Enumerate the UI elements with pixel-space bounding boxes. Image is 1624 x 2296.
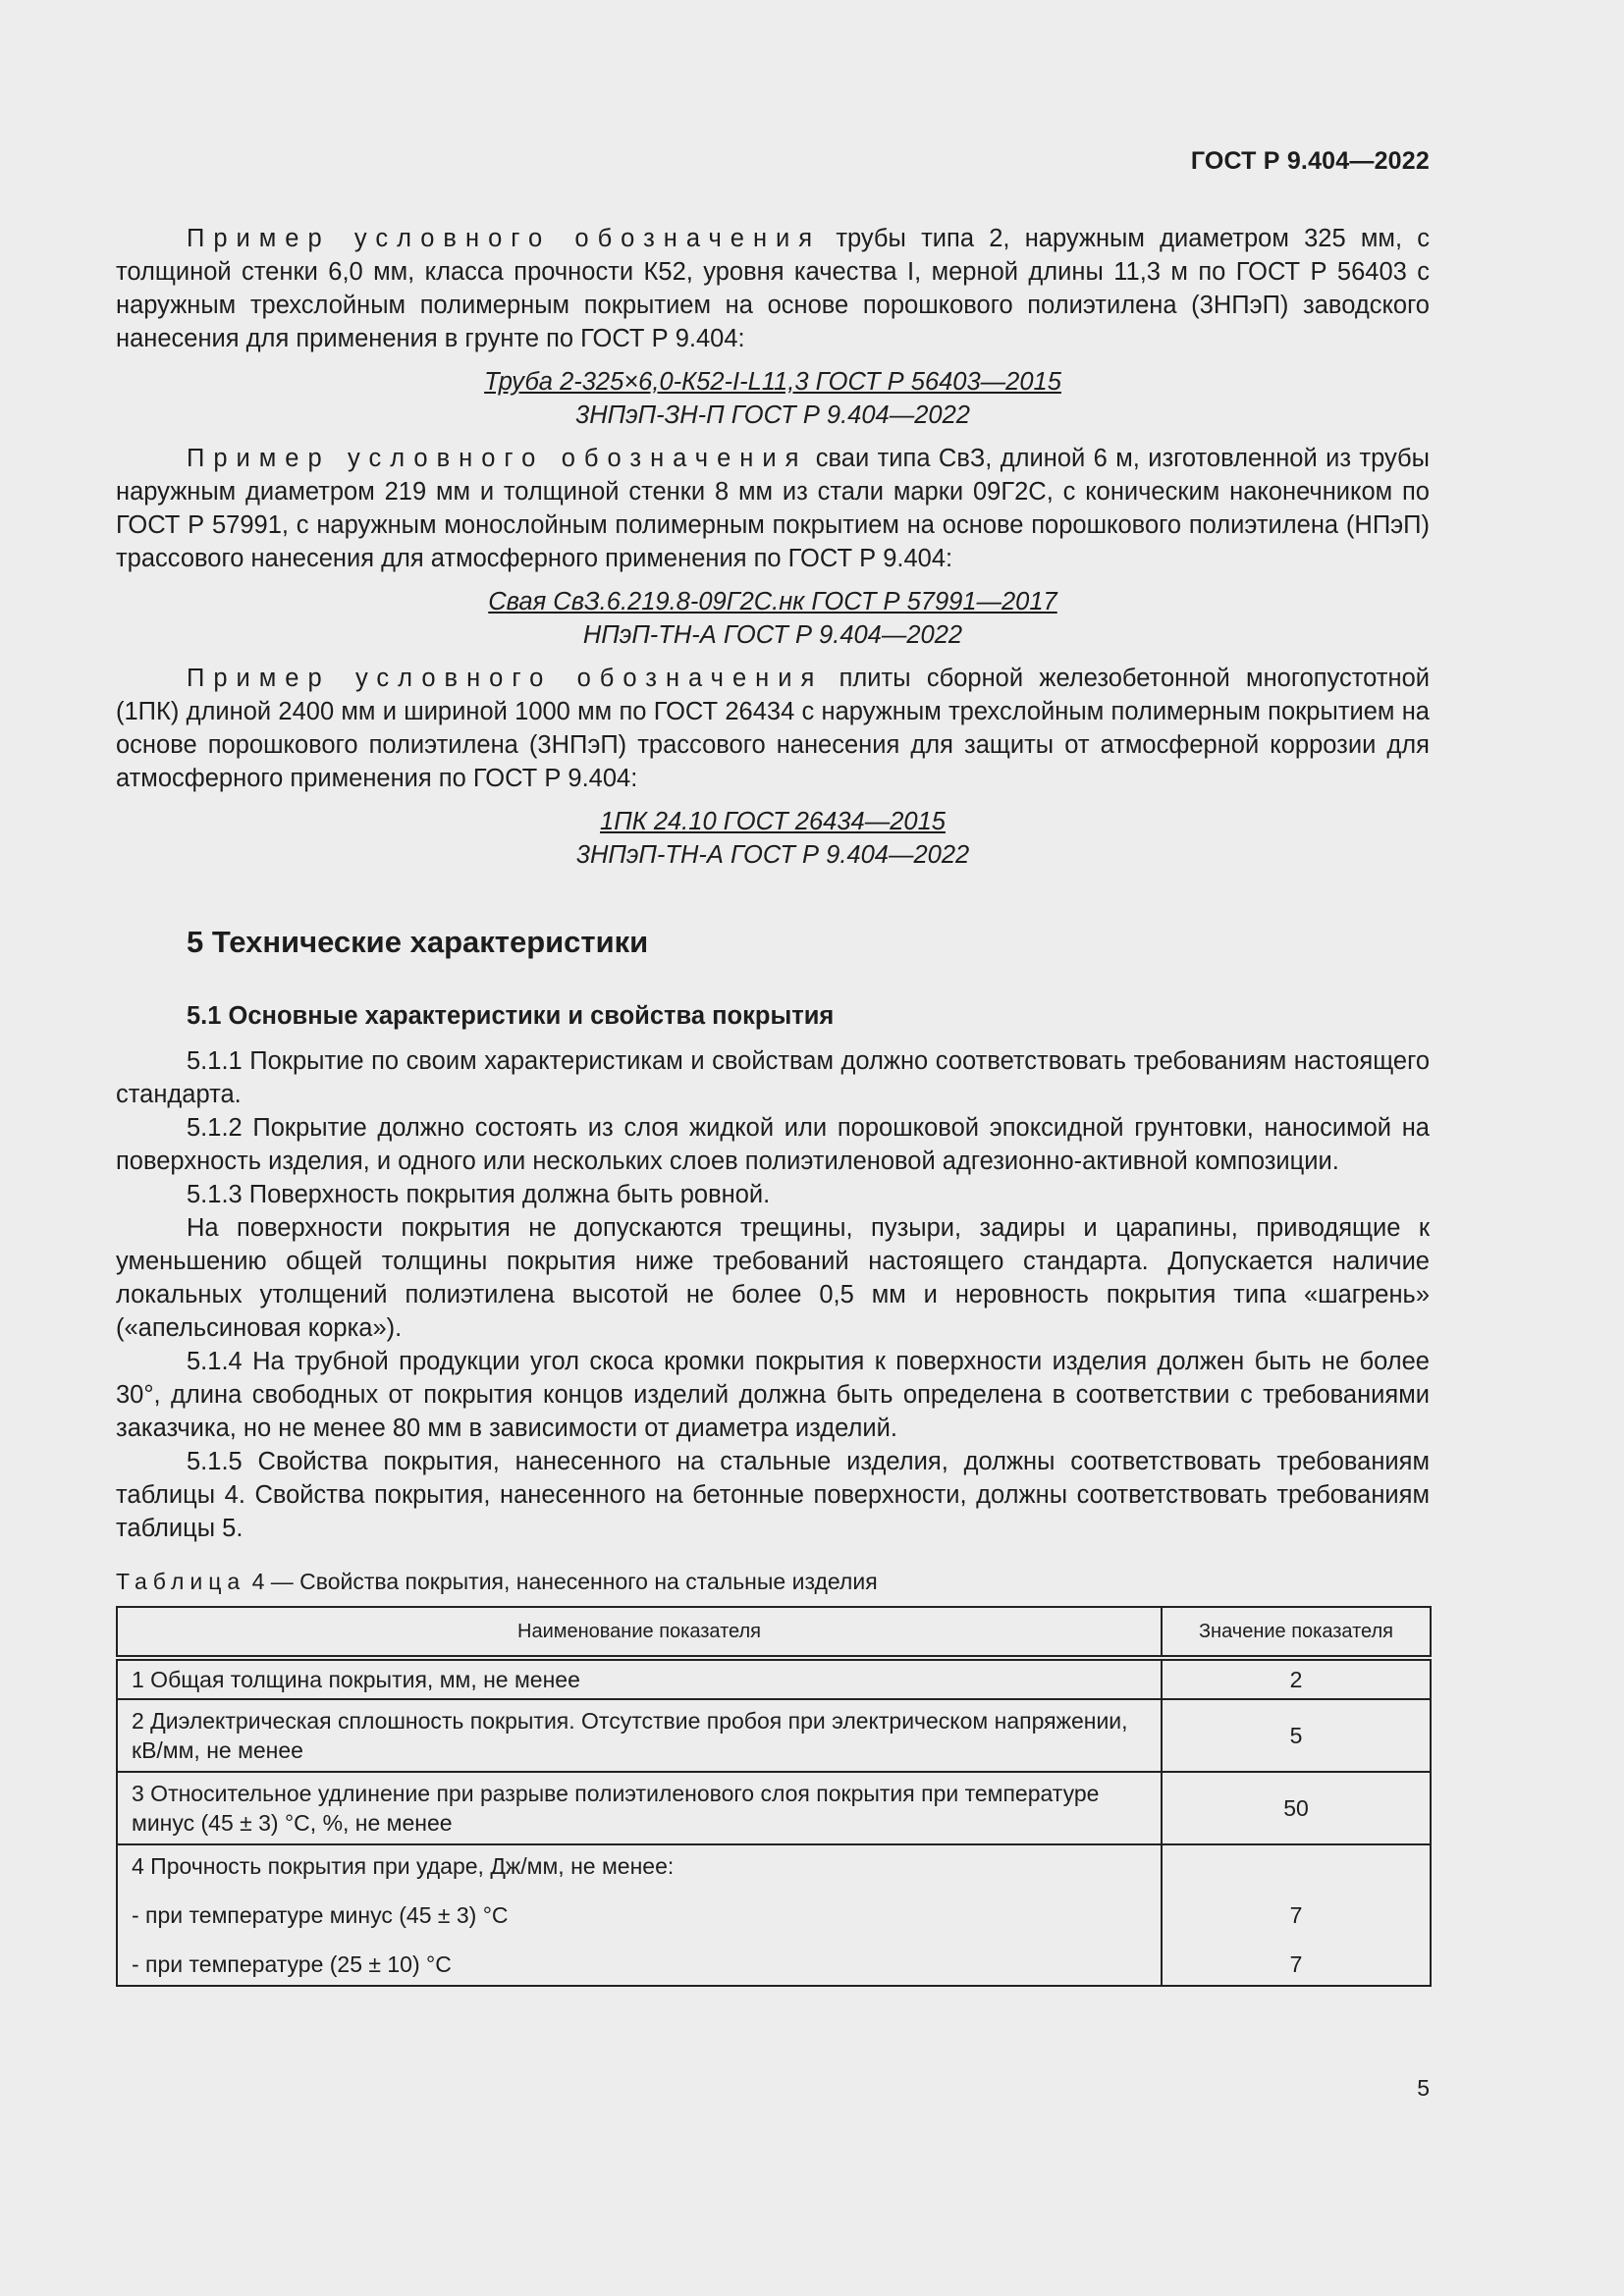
- designation-line: Свая СвЗ.6.219.8-09Г2С.нк ГОСТ Р 57991—2017: [488, 588, 1057, 615]
- example-text: плиты сборной железобетонной многопустотной (1ПК) длиной 2400 мм и шириной 1000 мм по ГОСТ 26434 с наружным трехслойным полимерным покрытием на основе порошкового полиэтилена (3НПэП) трассового нанесения для защиты от атмосферной коррозии для атмосферного применения по ГОСТ Р 9.404:: [116, 665, 1430, 792]
- table-row: [117, 1699, 1431, 1772]
- section-title: 5 Технические характеристики: [187, 925, 649, 959]
- example-lead: Пример условного обозначения: [187, 445, 808, 472]
- section-paragraph: 5.1.3 Поверхность покрытия должна быть ровной.: [187, 1181, 771, 1208]
- example-text: трубы типа 2, наружным диаметром 325 мм, с толщиной стенки 6,0 мм, класса прочности К52, уровня качества I, мерной длины 11,3 м по ГОСТ Р 56403 с наружным трехслойным полимерным покрытием на основе порошкового полиэтилена (3НПэП) заводского нанесения для применения в грунте по ГОСТ Р 9.404:: [116, 225, 1430, 352]
- example-lead: Пример условного обозначения: [187, 665, 824, 692]
- designation-line: 3НПэП-ЗН-П ГОСТ Р 9.404—2022: [575, 401, 970, 429]
- page-number: 5: [1417, 2075, 1430, 2101]
- designation-line: 1ПК 24.10 ГОСТ 26434—2015: [600, 808, 946, 835]
- example-text: сваи типа СвЗ, длиной 6 м, изготовленной из трубы наружным диаметром 219 мм и толщиной стенки 8 мм из стали марки 09Г2С, с коническим наконечником по ГОСТ Р 57991, с наружным монослойным полимерным покрытием на основе порошкового полиэтилена (НПэП) трассового нанесения для атмосферного применения по ГОСТ Р 9.404:: [116, 445, 1430, 572]
- table-cell-value: 5: [1162, 1699, 1431, 1772]
- row-subitem: - при температуре (25 ± 10) °С: [132, 1951, 452, 1977]
- example-paragraph-3: [116, 662, 1430, 795]
- properties-table: [116, 1606, 1432, 1987]
- example-paragraph-2: [116, 442, 1430, 575]
- table-cell-value: [1162, 1844, 1431, 1986]
- table-cell-name: 1 Общая толщина покрытия, мм, не менее: [117, 1658, 1162, 1699]
- table-cell-name: 2 Диэлектрическая сплошность покрытия. Отсутствие пробоя при электрическом напряжении, кВ/мм, не менее: [117, 1699, 1162, 1772]
- row-subitem: - при температуре минус (45 ± 3) °С: [132, 1902, 509, 1928]
- column-header-value: Значение показателя: [1162, 1607, 1431, 1658]
- table-caption-lead: Таблица: [116, 1569, 246, 1594]
- example-lead: Пример условного обозначения: [187, 225, 822, 252]
- designation-line: Труба 2-325×6,0-К52-I-L11,3 ГОСТ Р 56403—2015: [484, 368, 1061, 396]
- designation-2: [116, 585, 1430, 652]
- section-paragraph: На поверхности покрытия не допускаются трещины, пузыри, задиры и царапины, приводящие к уменьшению общей толщины покрытия ниже требований настоящего стандарта. Допускается наличие локальных утолщений полиэтилена высотой не более 0,5 мм и неровность покрытия типа «шагрень» («апельсиновая корка»).: [116, 1214, 1430, 1342]
- table-row: [117, 1658, 1431, 1699]
- table-cell-name: 3 Относительное удлинение при разрыве полиэтиленового слоя покрытия при температуре минус (45 ± 3) °С, %, не менее: [117, 1772, 1162, 1844]
- section-paragraph: 5.1.4 На трубной продукции угол скоса кромки покрытия к поверхности изделия должен быть не более 30°, длина свободных от покрытия концов изделий должна быть определена в соответствии с требованиями заказчика, но не менее 80 мм в зависимости от диаметра изделий.: [116, 1348, 1430, 1442]
- document-code: ГОСТ Р 9.404—2022: [1190, 147, 1430, 175]
- designation-line: НПэП-ТН-А ГОСТ Р 9.404—2022: [582, 621, 963, 649]
- page-content: [116, 222, 1430, 1987]
- designation-3: [116, 805, 1430, 872]
- table-row: [117, 1844, 1431, 1986]
- row-heading: 4 Прочность покрытия при ударе, Дж/мм, не менее:: [132, 1853, 675, 1879]
- table-cell-value: 50: [1162, 1772, 1431, 1844]
- table-cell-value: 2: [1162, 1658, 1431, 1699]
- section-paragraph: 5.1.5 Свойства покрытия, нанесенного на стальные изделия, должны соответствовать требованиям таблицы 4. Свойства покрытия, нанесенного на бетонные поверхности, должны соответствовать требованиям таблицы 5.: [116, 1448, 1430, 1542]
- designation-1: [116, 365, 1430, 432]
- example-paragraph-1: [116, 222, 1430, 355]
- table-cell-name: [117, 1844, 1162, 1986]
- table-caption: [116, 1567, 1430, 1596]
- designation-line: 3НПэП-ТН-А ГОСТ Р 9.404—2022: [575, 841, 970, 869]
- row-subvalue: 7: [1289, 1951, 1303, 1977]
- section-paragraph: 5.1.2 Покрытие должно состоять из слоя жидкой или порошковой эпоксидной грунтовки, наносимой на поверхность изделия, и одного или нескольких слоев полиэтиленовой адгезионно-активной композиции.: [116, 1114, 1430, 1175]
- column-header-name: Наименование показателя: [117, 1607, 1162, 1658]
- table-caption-text: 4 — Свойства покрытия, нанесенного на стальные изделия: [251, 1569, 878, 1594]
- row-subvalue: 7: [1289, 1902, 1303, 1928]
- table-header-row: [117, 1607, 1431, 1658]
- subsection-title: 5.1 Основные характеристики и свойства покрытия: [187, 1002, 835, 1030]
- table-row: [117, 1772, 1431, 1844]
- section-paragraph: 5.1.1 Покрытие по своим характеристикам и свойствам должно соответствовать требованиям настоящего стандарта.: [116, 1047, 1430, 1108]
